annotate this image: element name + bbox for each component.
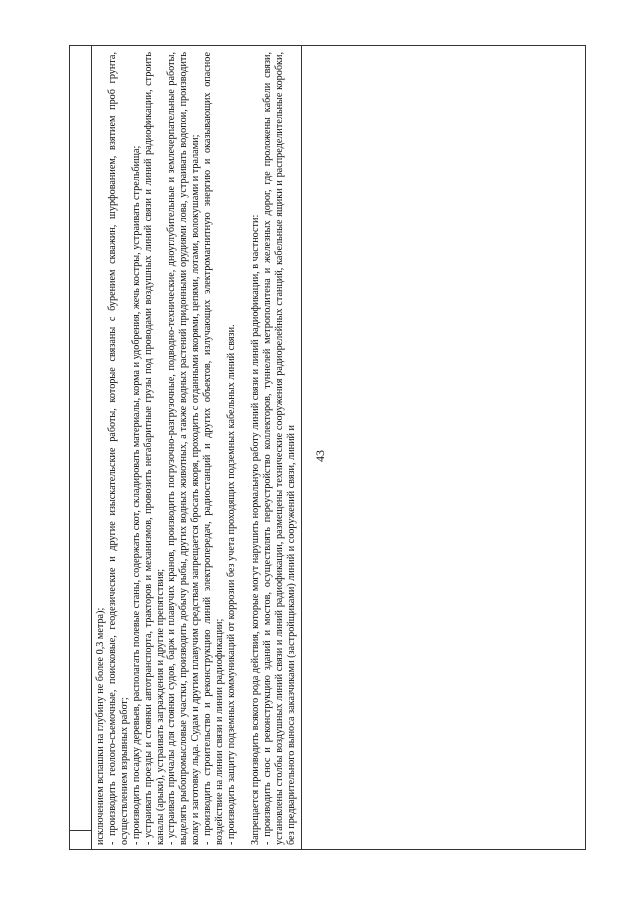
empty-cell (302, 46, 587, 851)
text-paragraph: - устраивать проезды и стоянки автотранспорта, тракторов и механизмов, провозить негабаритные грузы под проводами воздушных линий связи и линий радиофикации, строить каналы (арыки), устраивать заграждения и другие препятствия; (142, 52, 166, 845)
rotated-text-block (92, 46, 301, 851)
page-number: 43 (313, 450, 327, 462)
document-table (69, 45, 586, 850)
text-paragraph: Запрещается производить всякого рода действия, которые могут нарушить нормальную работу линий связи и линий радиофикации, в частности: (249, 214, 261, 845)
text-paragraph: - производить строительство и реконструкцию линий электропередач, радиостанций и других объектов, излучающих электромагнитную энергию и оказывающих опасное воздействие на линии связи и линии радиофикации; (202, 52, 226, 845)
text-paragraph: - производить защиту подземных коммуникаций от коррозии без учета проходящих подземных кабельных линий связи. (225, 324, 237, 845)
text-paragraph: - производить снос и реконструкцию зданий и мостов, осуществлять переустройство коллекторов, туннелей метрополитена и железных дорог, где проложены кабели связи, установлены столбы воздушных линий связи и линий радиофикации, размещены технические сооружения радиорелейных станций, кабельные ящики и распределительные коробки, без предварительного выноса заказчиками (застройщиками) линий и сооружений связи, линий и (261, 52, 297, 845)
text-paragraph: - производить посадку деревьев, располагать полевые станы, содержать скот, складировать материалы, корма и удобрения, жечь костры, устраивать стрельбища; (130, 145, 142, 845)
requirements-text-cell (92, 46, 301, 851)
text-paragraph: - производить геолого-съемочные, поисковые, геодезические и другие изыскательские работы, которые связаны с бурением скважин, шурфованием, взятием проб грунта, осуществлением взрывных работ; (106, 52, 130, 845)
row-divider-narrow-column (70, 830, 91, 831)
text-paragraph: - устраивать причалы для стоянки судов, барж и плавучих кранов, производить погрузочно-разгрузочные, подводно-технические, дноуглубительные и землечерпательные работы, выделять рыбопромысловые участки, производить добычу рыбы, других водных животных, а также водных растений придонными орудиями лова, устраивать водопои, производить колку и заготовку льда. Судам и другим плавучим средствам запрещается бросать якоря, проходить с отданными якорями, цепями, лотами, волокушами и тралами; (166, 52, 202, 845)
text-paragraph: исключением вспашки на глубину не более 0,3 метра); (95, 607, 106, 845)
